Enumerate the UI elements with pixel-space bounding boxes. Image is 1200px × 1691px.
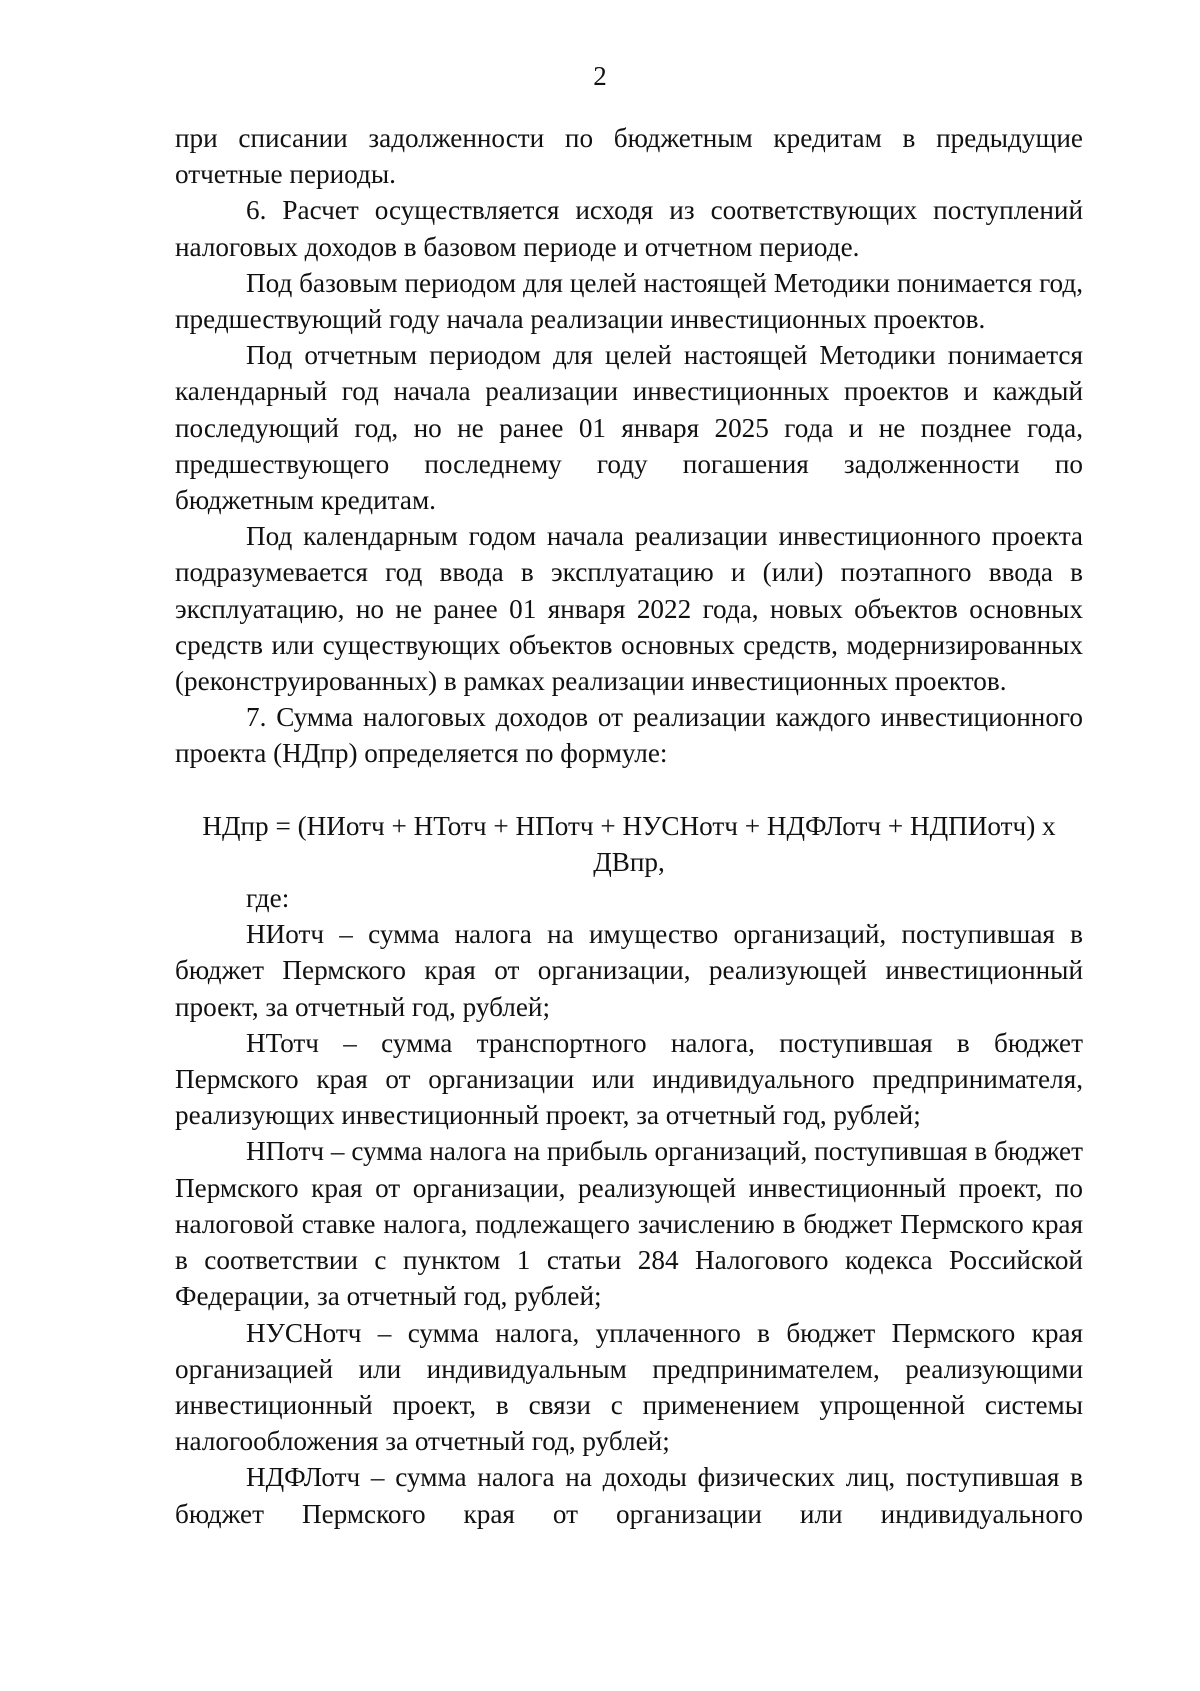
definition-ndflotch: НДФЛотч – сумма налога на доходы физических лиц, поступившая в бюджет Пермского края от организации или индивидуального (175, 1462, 1083, 1529)
definition-npotch: НПотч – сумма налога на прибыль организаций, поступившая в бюджет Пермского края от организации, реализующей инвестиционный проект, по налоговой ставке налога, подлежащего зачислению в бюджет Пермского края в соответствии с пунктом 1 статьи 284 Налогового кодекса Российской Федерации, за отчетный год, рублей; (175, 1136, 1083, 1312)
page-number: 2 (593, 61, 607, 91)
definition-niotch: НИотч – сумма налога на имущество организаций, поступившая в бюджет Пермского края от организации, реализующей инвестиционный проект, за отчетный год, рублей; (175, 919, 1083, 1022)
definition-nusnotch: НУСНотч – сумма налога, уплаченного в бюджет Пермского края организацией или индивидуальным предпринимателем, реализующими инвестиционный проект, в связи с применением упрощенной системы налогообложения за отчетный год, рублей; (175, 1317, 1083, 1457)
document-body (175, 120, 1083, 1532)
paragraph-item-7: 7. Сумма налоговых доходов от реализации каждого инвестиционного проекта (НДпр) определяется по формуле: (175, 702, 1083, 769)
paragraph-reporting-period: Под отчетным периодом для целей настоящей Методики понимается календарный год начала реализации инвестиционных проектов и каждый последующий год, но не ранее 01 января 2025 года и не позднее года, предшествующего последнему году погашения задолженности по бюджетным кредитам. (175, 340, 1083, 516)
paragraph-item-6: 6. Расчет осуществляется исходя из соответствующих поступлений налоговых доходов в базовом периоде и отчетном периоде. (175, 195, 1083, 262)
paragraph-base-period: Под базовым периодом для целей настоящей Методики понимается год, предшествующий году начала реализации инвестиционных проектов. (175, 267, 1083, 335)
definition-ntotch: НТотч – сумма транспортного налога, поступившая в бюджет Пермского края от организации или индивидуального предпринимателя, реализующих инвестиционный проект, за отчетный год, рублей; (175, 1027, 1083, 1131)
paragraph-debt-writeoff: при списании задолженности по бюджетным кредитам в предыдущие отчетные периоды. (175, 123, 1083, 190)
paragraph-calendar-year: Под календарным годом начала реализации инвестиционного проекта подразумевается год ввода в эксплуатацию и (или) поэтапного ввода в эксплуатацию, но не ранее 01 января 2022 года, новых объектов основных средств или существующих объектов основных средств, модернизированных (реконструированных) в рамках реализации инвестиционных проектов. (175, 521, 1083, 697)
paragraph-where: где: (246, 883, 290, 914)
formula: НДпр = (НИотч + НТотч + НПотч + НУСНотч + НДФЛотч + НДПИотч) х ДВпр, (202, 810, 1056, 877)
